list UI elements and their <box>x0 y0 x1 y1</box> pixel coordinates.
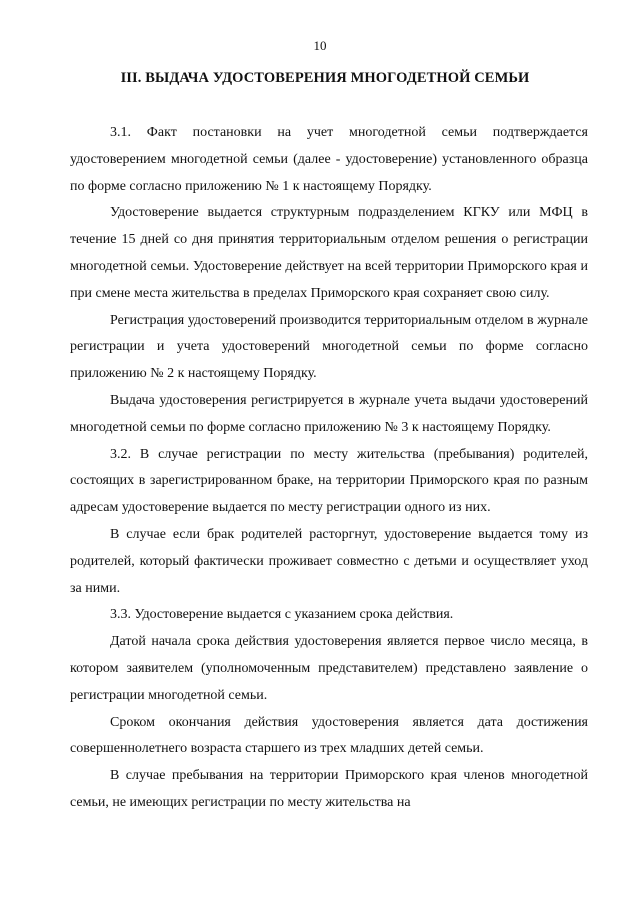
paragraph-temporary-stay: В случае пребывания на территории Приморского края членов многодетной семьи, не имеющих регистрации по месту жительства на <box>70 768 588 810</box>
page-number: 10 <box>313 38 327 53</box>
paragraph-start-date: Датой начала срока действия удостоверения является первое число месяца, в котором заявителем (уполномоченным представителем) представлено заявление о регистрации многодетной семьи. <box>70 634 588 703</box>
paragraph-divorce: В случае если брак родителей расторгнут, удостоверение выдается тому из родителей, который фактически проживает совместно с детьми и осуществляет уход за ними. <box>70 526 588 596</box>
paragraph-issuance-log: Выдача удостоверения регистрируется в журнале учета выдачи удостоверений многодетной семьи по форме согласно приложению № 3 к настоящему Порядку. <box>70 392 588 435</box>
paragraph-3-2: 3.2. В случае регистрации по месту жительства (пребывания) родителей, состоящих в зарегистрированном браке, на территории Приморского края по разным адресам удостоверение выдается по месту регистрации одного из них. <box>70 446 588 516</box>
paragraph-issuance: Удостоверение выдается структурным подразделением КГКУ или МФЦ в течение 15 дней со дня принятия территориальным отделом решения о регистрации многодетной семьи. Удостоверение действует на всей территории Приморского края и при смене места жительства в пределах Приморского края сохраняет свою силу. <box>70 205 588 301</box>
paragraph-3-3: 3.3. Удостоверение выдается с указанием срока действия. <box>110 607 454 623</box>
paragraph-end-date: Сроком окончания действия удостоверения является дата достижения совершеннолетнего возраста старшего из трех младших детей семьи. <box>70 714 588 757</box>
paragraph-registration: Регистрация удостоверений производится территориальным отделом в журнале регистрации и учета удостоверений многодетной семьи по форме согласно приложению № 2 к настоящему Порядку. <box>70 312 588 382</box>
section-title: III. ВЫДАЧА УДОСТОВЕРЕНИЯ МНОГОДЕТНОЙ СЕМЬИ <box>120 70 530 86</box>
body-text <box>70 120 588 817</box>
paragraph-3-1: 3.1. Факт постановки на учет многодетной семьи подтверждается удостоверением многодетной семьи (далее - удостоверение) установленного образца по форме согласно приложению № 1 к настоящему Порядку. <box>70 125 588 194</box>
